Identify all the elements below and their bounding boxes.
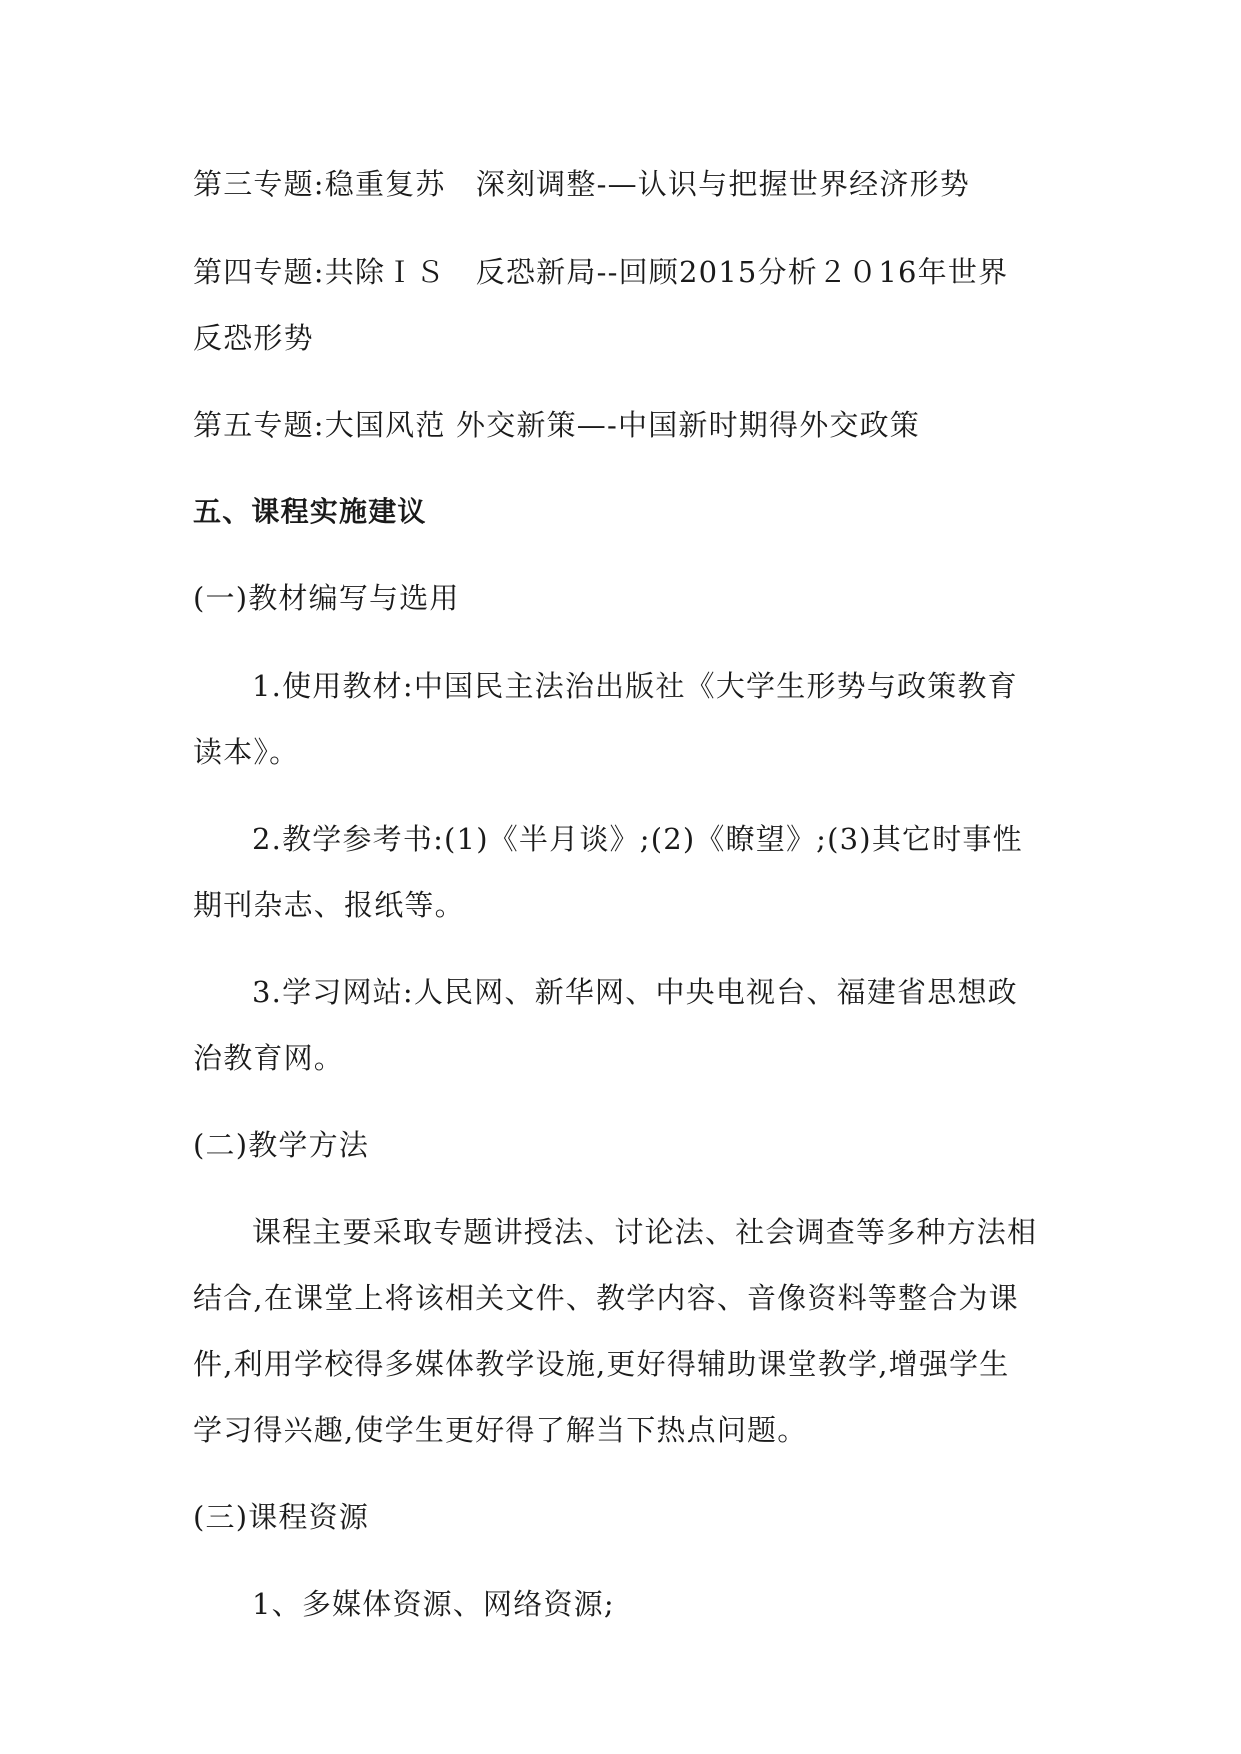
topic-4-line-1: 第四专题:共除ＩＳ 反恐新局--回顾2015分析２０16年世界 [193,255,1009,289]
methods-para-line-1: 课程主要采取专题讲授法、讨论法、社会调查等多种方法相 [252,1215,1038,1249]
textbook-item-2-line-1: 2.教学参考书:(1)《半月谈》;(2)《瞭望》;(3)其它时事性 [252,822,1023,856]
topic-5-line: 第五专题:大国风范 外交新策—-中国新时期得外交政策 [193,408,920,442]
resources-subheading: (三)课程资源 [193,1500,370,1534]
methods-subheading: (二)教学方法 [193,1128,370,1162]
methods-para-line-2: 结合,在课堂上将该相关文件、教学内容、音像资料等整合为课 [193,1281,1019,1315]
topic-3-line: 第三专题:稳重复苏 深刻调整-—认识与把握世界经济形势 [193,167,970,201]
methods-para-line-3: 件,利用学校得多媒体教学设施,更好得辅助课堂教学,增强学生 [193,1347,1010,1381]
methods-para-line-4: 学习得兴趣,使学生更好得了解当下热点问题。 [193,1413,808,1447]
topic-4-line-2: 反恐形势 [193,321,314,355]
textbook-item-1-line-1: 1.使用教材:中国民主法治出版社《大学生形势与政策教育 [252,669,1018,703]
textbook-item-3-line-2: 治教育网。 [193,1041,345,1075]
textbook-item-1-line-2: 读本》。 [193,735,300,769]
textbook-item-2-line-2: 期刊杂志、报纸等。 [193,888,465,922]
textbook-item-3-line-1: 3.学习网站:人民网、新华网、中央电视台、福建省思想政 [252,975,1018,1009]
resources-item-1: 1、多媒体资源、网络资源; [252,1587,615,1621]
textbook-subheading: (一)教材编写与选用 [193,581,460,615]
section-heading: 五、课程实施建议 [193,495,427,528]
